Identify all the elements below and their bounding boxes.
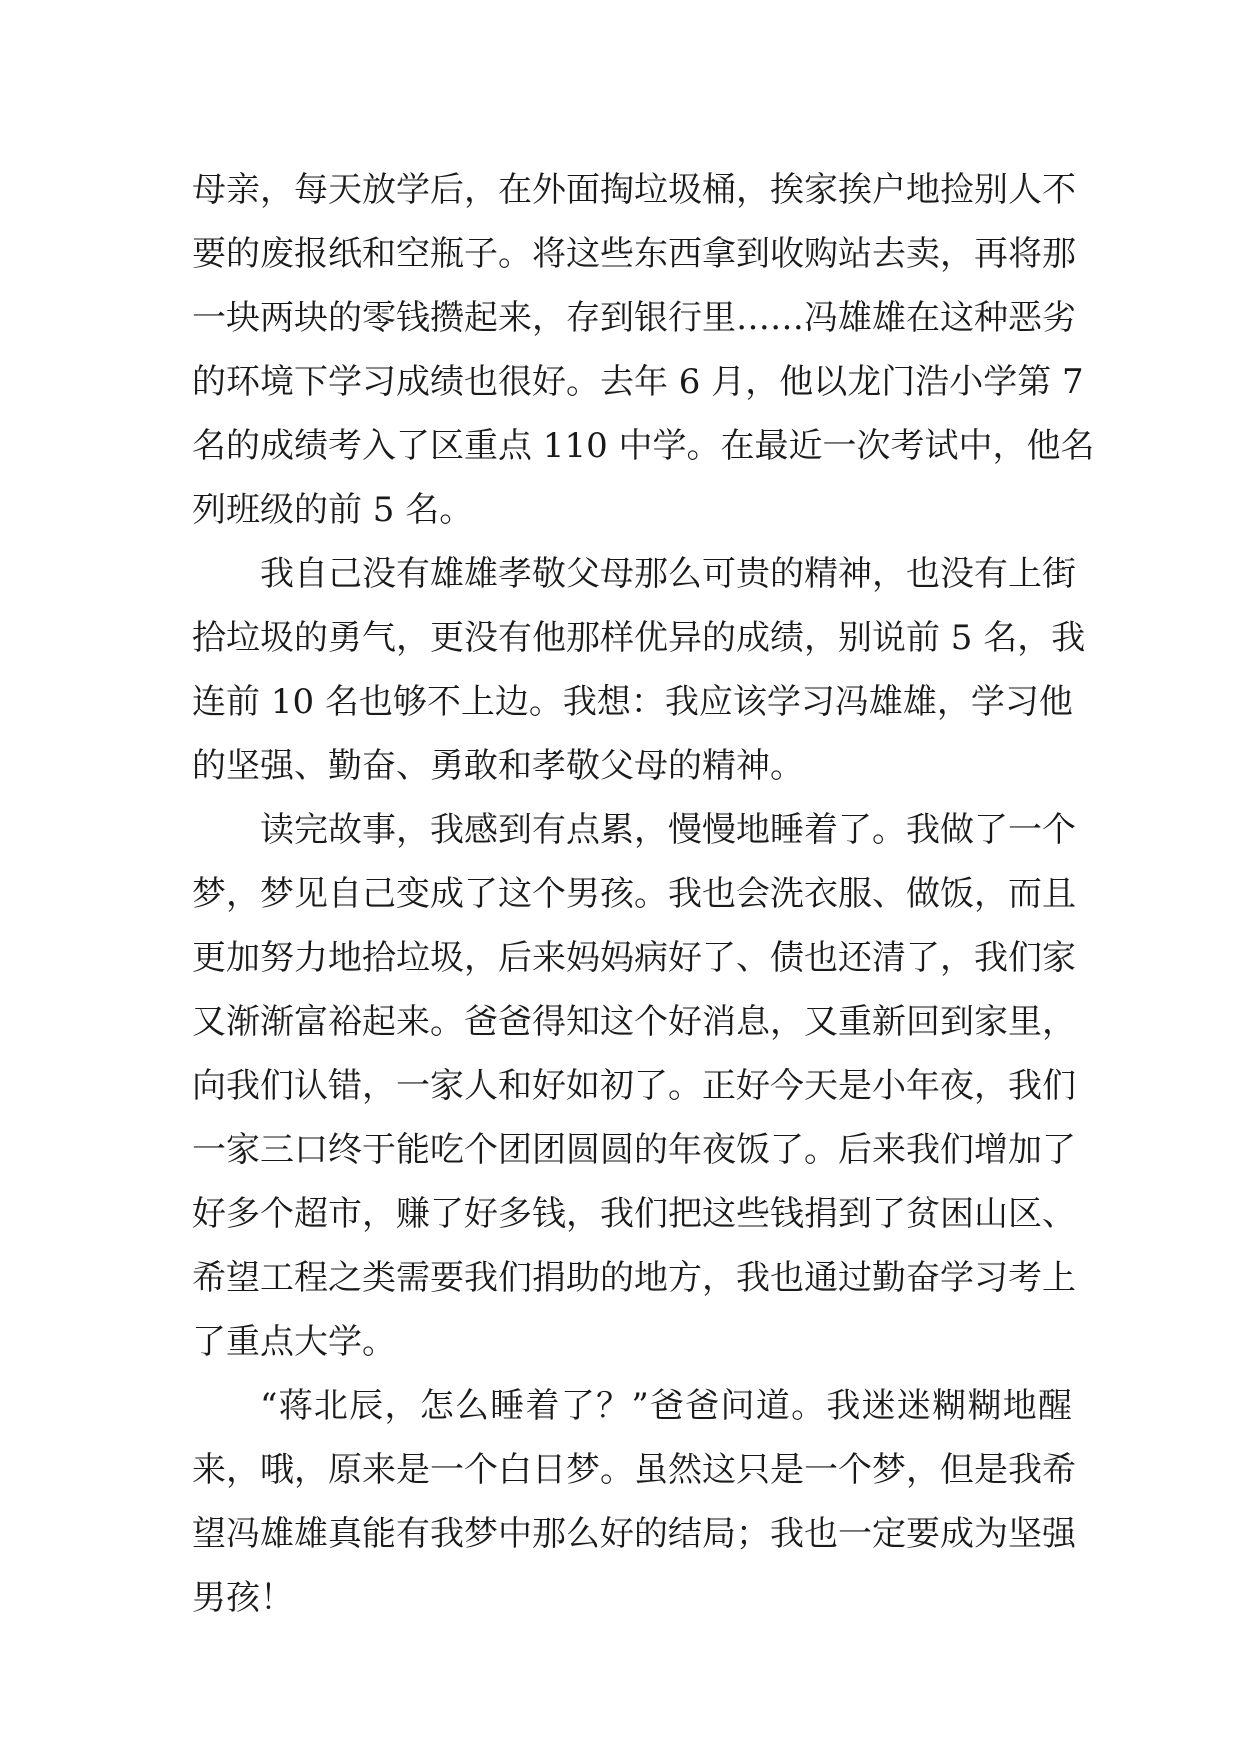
text-line: 的坚强、勤奋、勇敢和孝敬父母的精神。 — [192, 746, 804, 786]
text-line: 更加努力地拾垃圾，后来妈妈病好了、债也还清了，我们家 — [192, 938, 1076, 978]
text-line: 又渐渐富裕起来。爸爸得知这个好消息，又重新回到家里， — [192, 1002, 1076, 1042]
text-line: 列班级的前 5 名。 — [192, 490, 474, 530]
text-line: 母亲，每天放学后，在外面掏垃圾桶，挨家挨户地捡别人不 — [192, 170, 1076, 210]
paragraph-first-line: 我自己没有雄雄孝敬父母那么可贵的精神，也没有上街 — [260, 554, 1076, 594]
text-line: 向我们认错，一家人和好如初了。正好今天是小年夜，我们 — [192, 1066, 1076, 1106]
text-line: 了重点大学。 — [192, 1322, 396, 1362]
text-line: 来，哦，原来是一个白日梦。虽然这只是一个梦，但是我希 — [192, 1450, 1076, 1490]
text-line: 希望工程之类需要我们捐助的地方，我也通过勤奋学习考上 — [192, 1258, 1076, 1298]
text-line: 要的废报纸和空瓶子。将这些东西拿到收购站去卖，再将那 — [192, 234, 1076, 274]
text-line: 名的成绩考入了区重点 110 中学。在最近一次考试中，他名 — [192, 426, 1095, 466]
text-line: 望冯雄雄真能有我梦中那么好的结局；我也一定要成为坚强 — [192, 1514, 1076, 1554]
text-line: 拾垃圾的勇气，更没有他那样优异的成绩，别说前 5 名，我 — [192, 618, 1086, 658]
text-line: 好多个超市，赚了好多钱，我们把这些钱捐到了贫困山区、 — [192, 1194, 1076, 1234]
text-line: 一块两块的零钱攒起来，存到银行里……冯雄雄在这种恶劣 — [192, 298, 1076, 338]
text-line: 男孩！ — [192, 1578, 294, 1618]
paragraph-first-line: “蒋北辰，怎么睡着了？”爸爸问道。我迷迷糊糊地醒 — [260, 1386, 1072, 1426]
paragraph-first-line: 读完故事，我感到有点累，慢慢地睡着了。我做了一个 — [260, 810, 1076, 850]
text-line: 梦，梦见自己变成了这个男孩。我也会洗衣服、做饭，而且 — [192, 874, 1076, 914]
body-text — [192, 158, 1095, 1630]
text-line: 连前 10 名也够不上边。我想：我应该学习冯雄雄，学习他 — [192, 682, 1073, 722]
text-line: 的环境下学习成绩也很好。去年 6 月，他以龙门浩小学第 7 — [192, 362, 1084, 402]
text-line: 一家三口终于能吃个团团圆圆的年夜饭了。后来我们增加了 — [192, 1130, 1076, 1170]
